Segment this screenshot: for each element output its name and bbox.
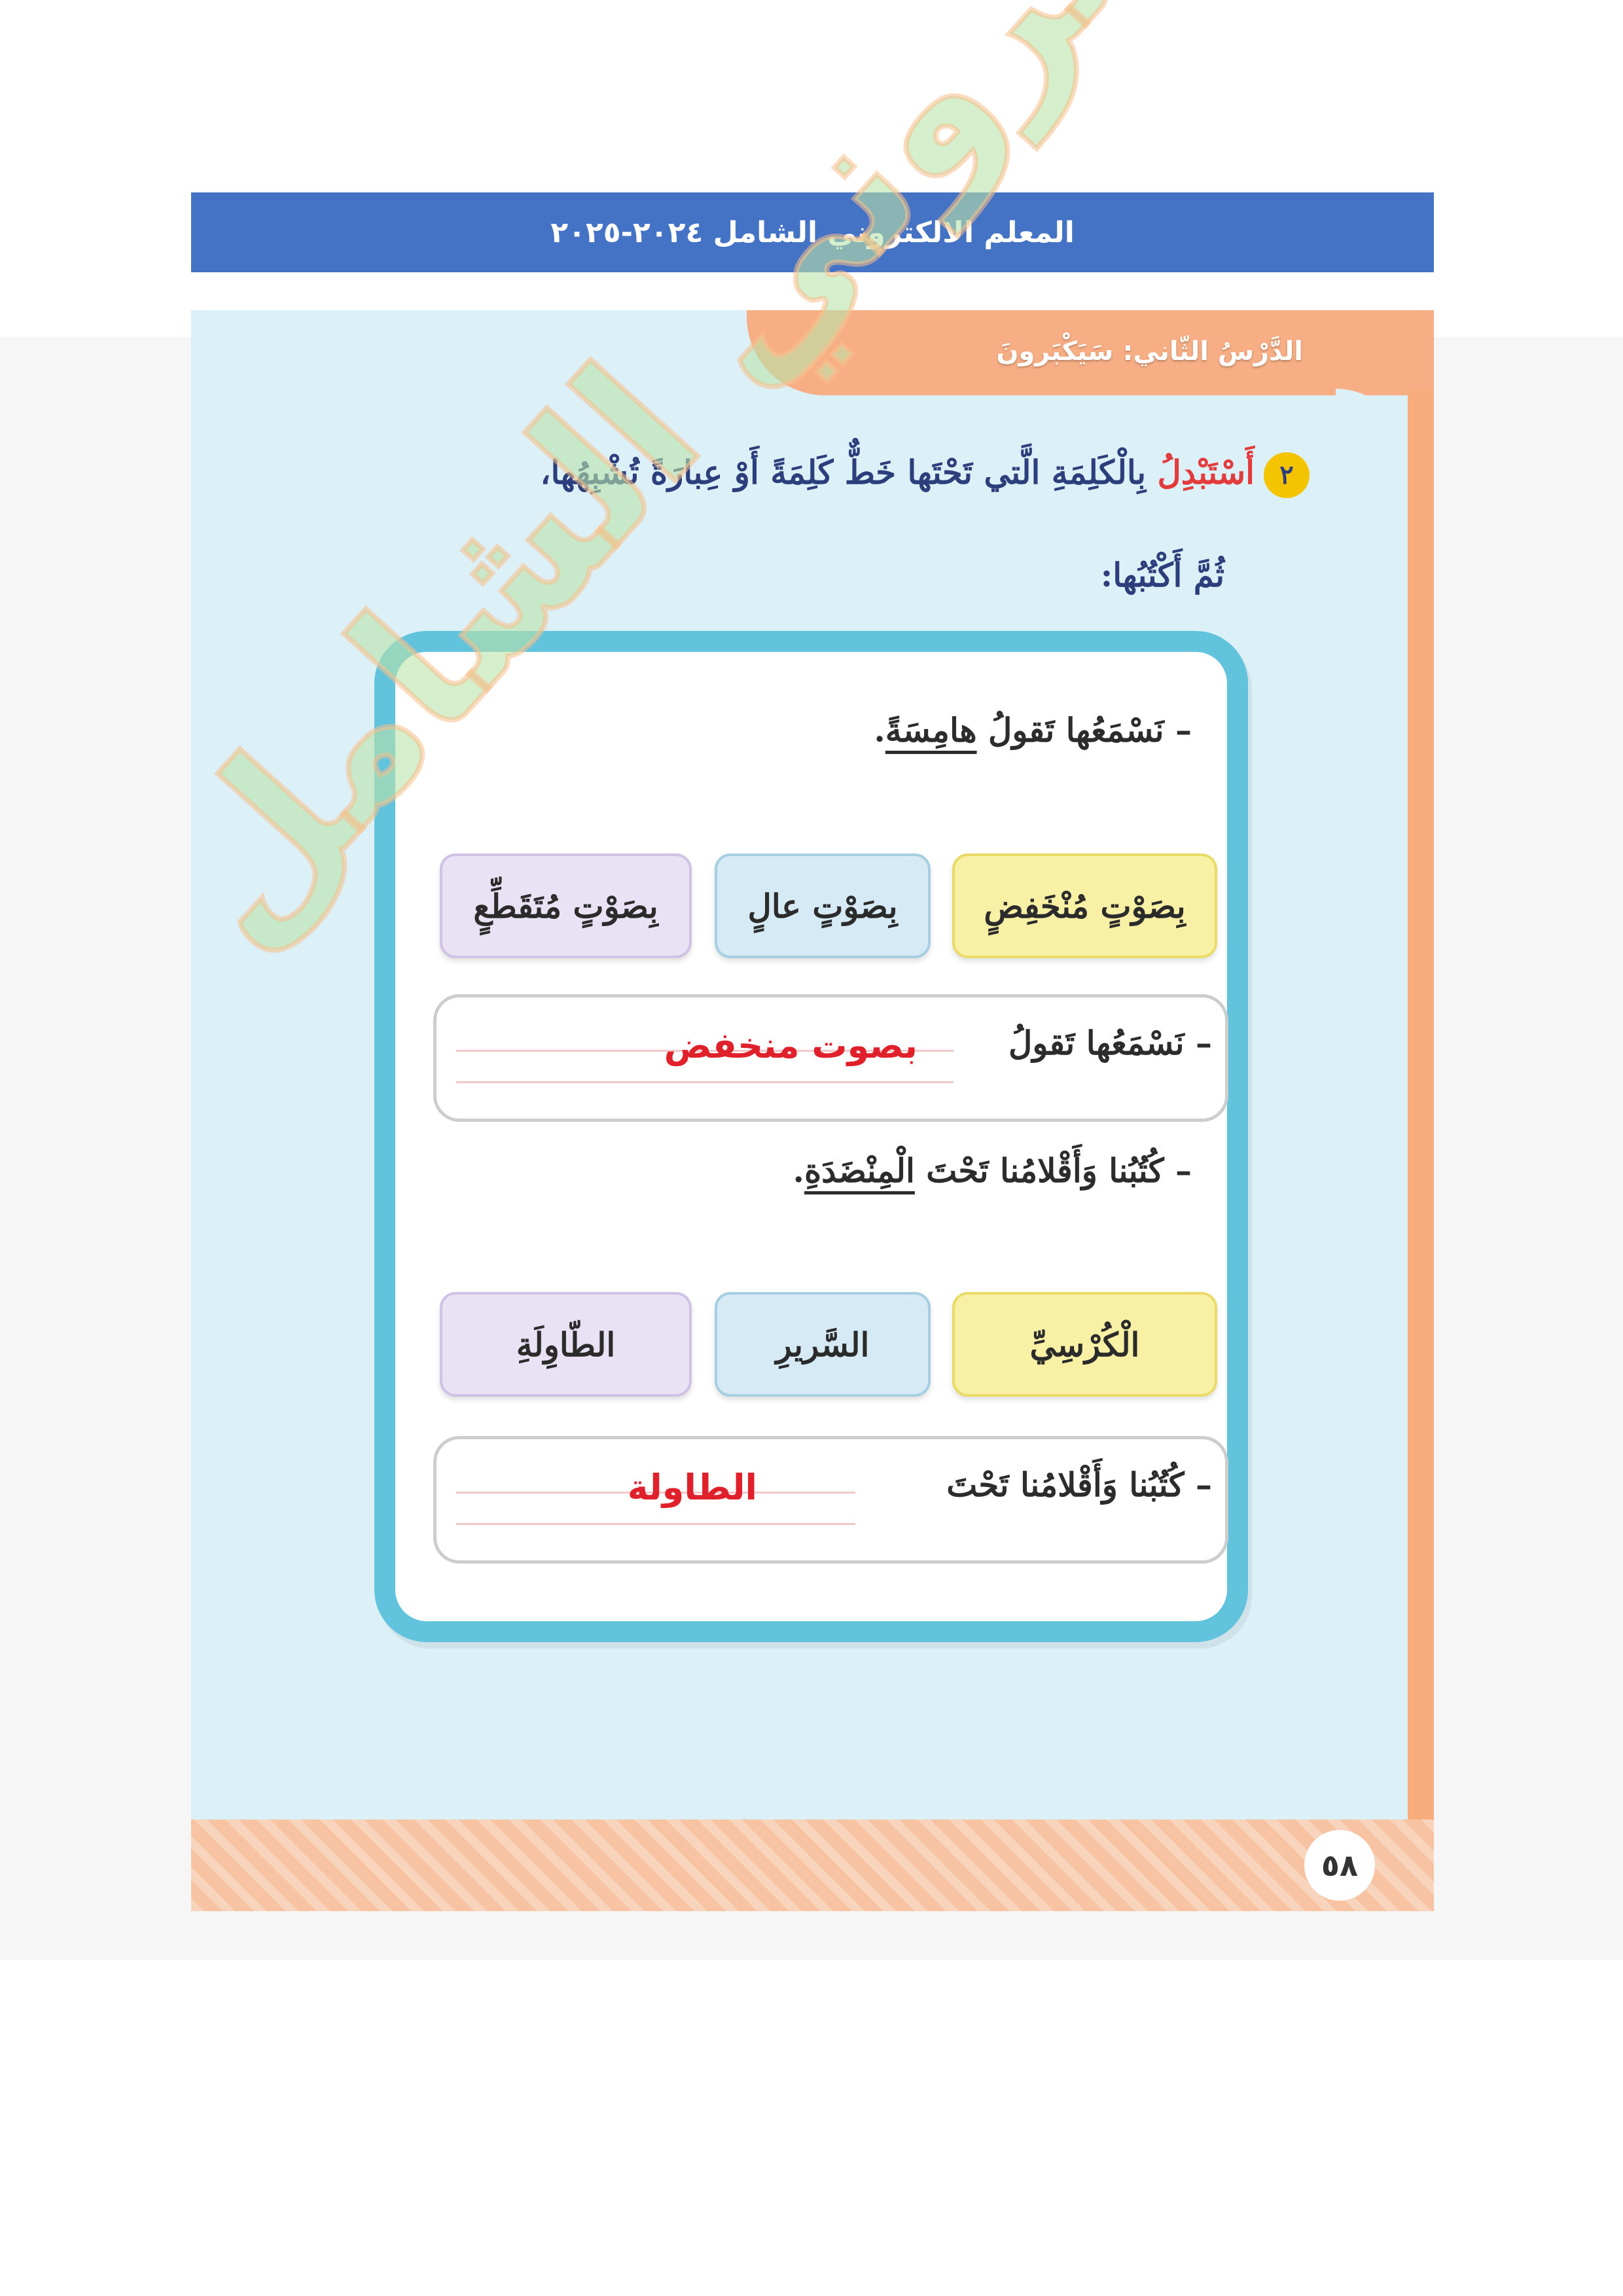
page-footer [191,1820,1434,1911]
item1-answer-box[interactable] [433,994,1228,1122]
item1-choice-2[interactable]: بِصَوْتٍ عالٍ [715,853,931,958]
item2-answer-box[interactable] [433,1436,1228,1564]
item2-sentence [793,1151,1192,1190]
item2-choice-3[interactable]: الطّاوِلَةِ [440,1292,692,1397]
item1-choice-3[interactable]: بِصَوْتٍ مُتَقَطِّعٍ [440,853,692,958]
item2-answer-line [456,1523,855,1525]
item1-choice-1[interactable]: بِصَوْتٍ مُنْخَفِضٍ [952,853,1217,958]
item2-period: . [793,1151,804,1190]
instruction-text: بِالْكَلِمَةِ الَّتي تَحْتَها خَطٌّ كَلِمَةً أَوْ عِبارَةً تُشْبِهُها، [540,453,1147,492]
watermark-text: الشامل [118,327,742,986]
instruction-verb: أَسْتَبْدِلُ [1157,453,1255,492]
item1-answer-line [456,1081,954,1083]
item2-sentence-start: – كُتُبُنا وَأَقْلامُنا تَحْتَ [926,1151,1192,1190]
page-number: ٥٨ [1304,1830,1375,1901]
header-title: المعلم الالكتروني الشامل ٢٠٢٤-٢٠٢٥ [550,215,1075,249]
page-side-stripe [1408,389,1434,1907]
page-side-curve [1336,389,1408,1907]
item2-choice-2[interactable]: السَّريرِ [715,1292,931,1397]
item1-answer-text: بصوت منخفض [664,1025,918,1066]
item1-answer-prefix: – نَسْمَعُها تَقولُ [1008,1024,1212,1062]
item1-underlined-word: هامِسَةً [885,711,977,749]
item1-sentence-start: – نَسْمَعُها تَقولُ [988,711,1192,749]
item2-answer-text: الطاولة [627,1467,757,1508]
item2-answer-prefix: – كُتُبُنا وَأَقْلامُنا تَحْتَ [946,1465,1212,1504]
item1-sentence [874,711,1192,749]
lesson-title: الدَّرْسُ الثّاني: سَيَكْبَرونَ [996,336,1303,367]
instruction-text-line2: ثُمَّ أَكْتُبُها: [1100,556,1224,594]
item2-underlined-word: الْمِنْضَدَةِ [804,1151,915,1190]
item1-period: . [874,711,885,749]
question-number-badge: ٢ [1264,452,1310,498]
item2-choice-1[interactable]: الْكُرْسِيِّ [952,1292,1217,1397]
